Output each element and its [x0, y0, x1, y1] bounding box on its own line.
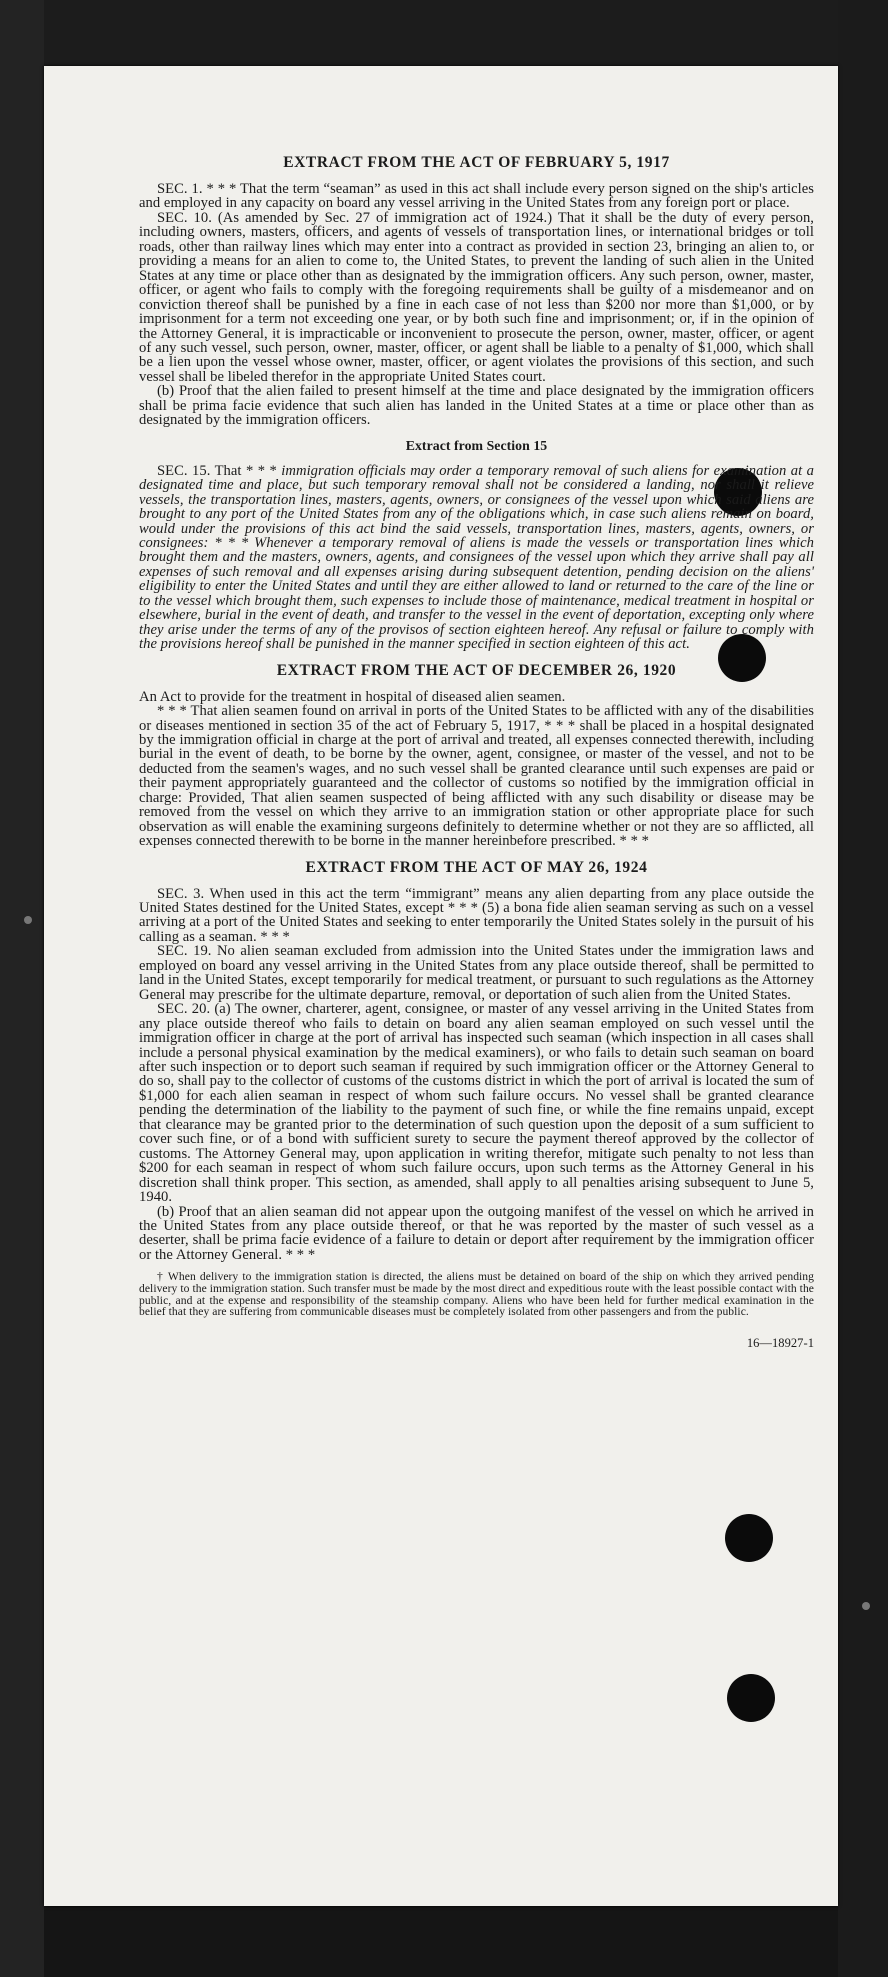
paragraph-sec-1: SEC. 1. * * * That the term “seaman” as used in this act shall include every person signed on the ship's articles and employed in any capacity on board any vessel arriving in the United States from any foreign port or place.	[139, 181, 814, 212]
form-number: 16—18927-1	[746, 1335, 814, 1350]
document-page	[44, 66, 838, 1906]
paragraph-sec-3: SEC. 3. When used in this act the term “immigrant” means any alien departing from any place outside the United States destined for the United States, except * * * (5) a bona fide alien seaman serving as such on a vessel arriving at a port of the United States and seeking to enter temporarily the United States solely in the pursuit of his calling as a seaman. * * *	[139, 885, 814, 945]
scan-background-left	[0, 0, 44, 1977]
heading-section-15: Extract from Section 15	[405, 437, 548, 453]
footnote: † When delivery to the immigration station is directed, the aliens must be detained on board of the ship on which they arrived pending delivery to the immigration station. Such transfer must be made by the most direct and expeditious route with the least possible contact with the public, and at the expense and responsibility of the steamship company. Aliens who have been held for further medical examination in the belief that they are suffering from communicable diseases must be completely isolated from other passengers and from the public.	[139, 1270, 814, 1319]
heading-act-may-1924: EXTRACT FROM THE ACT OF MAY 26, 1924	[305, 858, 648, 876]
scan-speck	[862, 1602, 870, 1610]
punch-hole	[725, 1514, 773, 1562]
paragraph-sec-20-b: (b) Proof that an alien seaman did not appear upon the outgoing manifest of the vessel on which he arrived in the United States from any place outside thereof, or that he was reported by the master of such vessel as a deserter, shall be prima facie evidence of a failure to detain or deport after requirement by the immigration officer or the Attorney General. * * *	[139, 1203, 814, 1263]
sec-15-lead: SEC. 15. That * * *	[157, 462, 277, 479]
paragraph-sec-20-a: SEC. 20. (a) The owner, charterer, agent, consignee, or master of any vessel arriving in the United States from any place outside thereof who fails to detain on board any alien seaman employed on such vessel until the immigration officer in charge at the port of arrival has inspected such seaman (which inspection in all cases shall include a personal physical examination by the medical examiners), or who fails to detain such seaman on board after such inspection or to deport such seaman if required by such immigration officer or the Attorney General to do so, shall pay to the collector of customs of the customs district in which the port of arrival is located the sum of $1,000 for each alien seaman in respect of whom such failure occurs. No vessel shall be granted clearance pending the determination of the liability to the payment of such fine, or while the fine remains unpaid, except that clearance may be granted prior to the determination of such question upon the deposit of a sum sufficient to cover such fine, or of a bond with sufficient surety to secure the payment thereof approved by the collector of customs. The Attorney General may, upon application in writing therefor, mitigate such penalty to not less than $200 for each seaman in respect of whom such failure occurs, upon such terms as the Attorney General in his discretion shall think proper. This section, as amended, shall apply to all penalties arising subsequent to June 5, 1940.	[139, 1001, 814, 1206]
document-text	[139, 154, 815, 1350]
heading-act-feb-1917: EXTRACT FROM THE ACT OF FEBRUARY 5, 1917	[283, 154, 670, 171]
scan-speck	[24, 916, 32, 924]
paragraph-1920-body: * * * That alien seamen found on arrival in ports of the United States to be afflicted with any of the disabilities or diseases mentioned in section 35 of the act of February 5, 1917, * * * shall be placed in a hospital designated by the immigration official in charge at the port of arrival and treated, all expenses connected therewith, including burial in the event of death, to be borne by the owner, agent, consignee, or master of the vessel, and not to be deducted from the seamen's wages, and no such vessel shall be granted clearance until such expenses are paid or their payment appropriately guaranteed and the collector of customs so notified by the immigration official in charge: Provided, That alien seamen suspected of being afflicted with any such disability or disease may be removed from the vessel on which they arrive to an immigration station or other appropriate place for such observation as will enable the examining surgeons definitely to determine whether or not they are so afflicted, all expenses connected therewith to be borne in the manner hereinbefore prescribed. * * *	[139, 703, 814, 850]
sec-15-italic-text: immigration officials may order a temporary removal of such aliens for examination at a designated time and place, but such temporary removal shall not be considered a landing, nor shall it relieve vessels, the transportation lines, masters, agents, owners, or consignees of the vessel upon which said aliens are brought to any port of the United States from any of the obligations which, in case such aliens remain on board, would under the provisions of this act bind the said vessels, transportation lines, masters, agents, owners, or consignees: * * * Whenever a temporary removal of aliens is made the vessels or transportation lines which brought them and the masters, owners, agents, and consignees of the vessel upon which they arrive shall pay all expenses of such removal and all expenses arising during subsequent detention, pending decision on the aliens' eligibility to enter the United States and until they are either allowed to land or returned to the care of the line or to the vessel which brought them, such expenses to include those of maintenance, medical treatment in hospital or elsewhere, burial in the event of death, and transfer to the vessel in the event of deportation, excepting only where they arise under the terms of any of the provisos of section eighteen hereof. Any refusal or failure to comply with the provisions hereof shall be punished in the manner specified in section eighteen of this act.	[139, 462, 815, 653]
scan-background-top	[0, 0, 888, 66]
paragraph-sec-10: SEC. 10. (As amended by Sec. 27 of immigration act of 1924.) That it shall be the duty of every person, including owners, masters, officers, and agents of vessels of transportation lines, or international bridges or toll roads, other than railway lines which may enter into a contract as provided in section 23, bringing an alien to, or providing a means for an alien to come to, the United States, to prevent the landing of such alien in the United States at any time or place other than as designated by the immigration officers. Any such person, owner, master, officer, or agent who fails to comply with the foregoing requirements shall be guilty of a misdemeanor and on conviction thereof shall be punished by a fine in each case of not less than $200 nor more than $1,000, or by imprisonment for a term not exceeding one year, or by both such fine and imprisonment; or, if in the opinion of the Attorney General, it is impracticable or inconvenient to prosecute the person, owner, master, officer, or agent of any such vessel, such person, owner, master, officer, or agent shall be liable to a penalty of $1,000, which shall be a lien upon the vessel whose owner, master, officer, or agent violates the provisions of this section, and such vessel shall be libeled therefor in the appropriate United States court.	[139, 209, 814, 385]
scan-background-right	[838, 0, 888, 1977]
paragraph-1920-intro: An Act to provide for the treatment in hospital of diseased alien seamen.	[139, 688, 566, 705]
paragraph-sec-15	[139, 464, 814, 652]
paragraph-sec-19: SEC. 19. No alien seaman excluded from admission into the United States under the immigration laws and employed on board any vessel arriving in the United States from any place outside thereof, shall be permitted to land in the United States, except temporarily for medical treatment, or pursuant to such regulations as the Attorney General may prescribe for the ultimate departure, removal, or deportation of such alien from the United States.	[139, 943, 814, 1003]
heading-act-dec-1920: EXTRACT FROM THE ACT OF DECEMBER 26, 1920	[276, 661, 677, 679]
punch-hole	[727, 1674, 775, 1722]
paragraph-sec-10-b: (b) Proof that the alien failed to present himself at the time and place designated by the immigration officers shall be prima facie evidence that such alien has landed in the United States at a time or place other than as designated by the immigration officers.	[139, 383, 814, 429]
